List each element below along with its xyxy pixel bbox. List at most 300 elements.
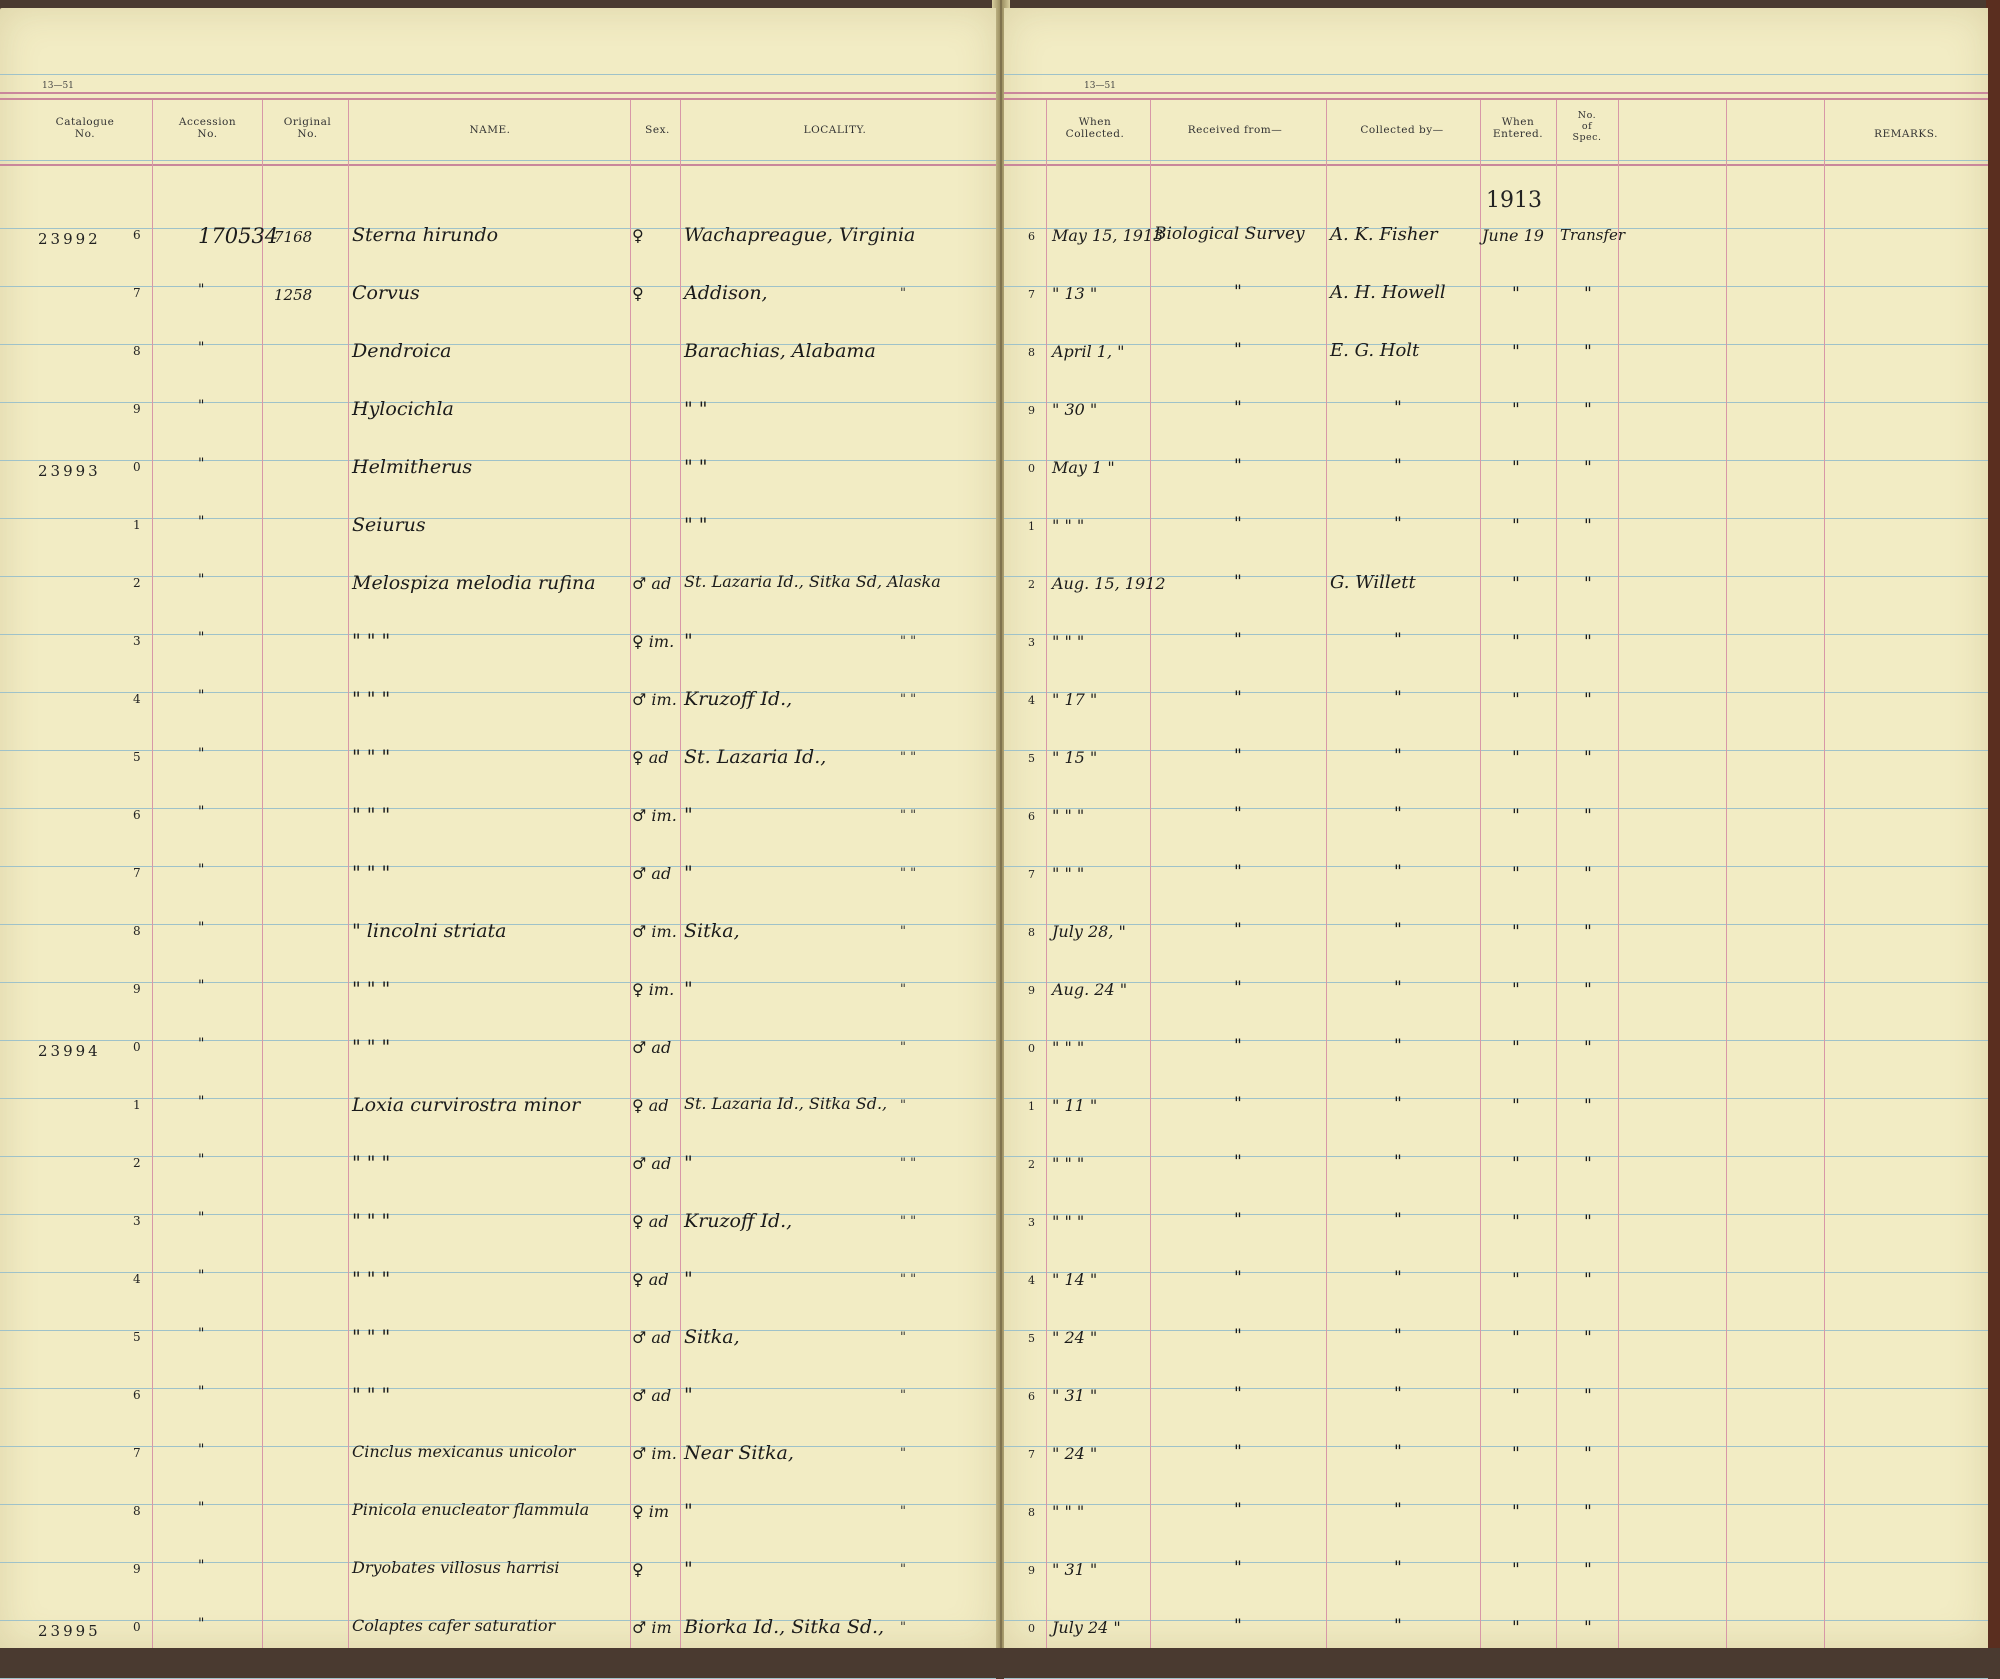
catalogue-number-digit: 9: [133, 982, 141, 996]
when-collected: " 30 ": [1052, 400, 1098, 419]
number-of-specimens: ": [1584, 400, 1592, 420]
when-entered: ": [1512, 342, 1520, 362]
locality-ditto: " ": [900, 692, 917, 707]
accession-number: ": [198, 1268, 205, 1284]
locality-entry: Addison,: [684, 282, 768, 304]
locality-ditto: ": [900, 286, 906, 301]
species-name: Sterna hirundo: [352, 224, 499, 246]
right-row-rule: [1004, 460, 1988, 461]
row-digit: 8: [1028, 346, 1035, 359]
left-row-rule: [0, 518, 996, 519]
received-from: ": [1234, 282, 1242, 302]
catalogue-number-prefix: 23995: [38, 1622, 101, 1640]
received-from: ": [1234, 804, 1242, 824]
locality-entry: Kruzoff Id.,: [684, 688, 793, 710]
when-entered: ": [1512, 400, 1520, 420]
when-collected: " " ": [1052, 1038, 1085, 1057]
collected-by: ": [1394, 1442, 1402, 1462]
number-of-specimens: ": [1584, 1096, 1592, 1116]
right-column-divider: [1326, 100, 1327, 1648]
collected-by: ": [1394, 920, 1402, 940]
row-digit: 2: [1028, 578, 1035, 591]
collected-by: E. G. Holt: [1330, 340, 1420, 361]
right-column-divider: [1046, 100, 1047, 1648]
species-name: " " ": [352, 1384, 391, 1406]
catalogue-number-digit: 8: [133, 1504, 141, 1518]
right-column-divider: [1480, 100, 1481, 1648]
row-digit: 6: [1028, 810, 1035, 823]
locality-ditto: " ": [900, 750, 917, 765]
sex-entry: ♂ ad: [632, 1328, 672, 1347]
catalogue-number-digit: 2: [133, 576, 141, 590]
collected-by: ": [1394, 630, 1402, 650]
row-digit: 0: [1028, 462, 1035, 475]
species-name: Hylocichla: [352, 398, 454, 420]
header-remarks: REMARKS.: [1874, 128, 1938, 140]
locality-ditto: ": [900, 982, 906, 997]
received-from: ": [1234, 1268, 1242, 1288]
right-row-rule: [1004, 1272, 1988, 1273]
number-of-specimens: ": [1584, 342, 1592, 362]
when-collected: Aug. 15, 1912: [1052, 574, 1166, 593]
locality-entry: St. Lazaria Id., Sitka Sd, Alaska: [684, 572, 941, 591]
catalogue-number-digit: 6: [133, 1388, 141, 1402]
sex-entry: ♀ ad: [632, 1270, 669, 1289]
species-name: Seiurus: [352, 514, 426, 536]
right-row-rule: [1004, 1446, 1988, 1447]
when-entered: ": [1512, 690, 1520, 710]
when-entered: ": [1512, 516, 1520, 536]
left-row-rule: [0, 1272, 996, 1273]
accession-number: ": [198, 978, 205, 994]
accession-number: ": [198, 1152, 205, 1168]
species-name: " " ": [352, 1152, 391, 1174]
locality-entry: Sitka,: [684, 1326, 740, 1348]
collected-by: ": [1394, 1094, 1402, 1114]
species-name: Melospiza melodia rufina: [352, 572, 596, 594]
received-from: ": [1234, 862, 1242, 882]
left-row-rule: [0, 1330, 996, 1331]
species-name: Dendroica: [352, 340, 452, 362]
when-collected: " 15 ": [1052, 748, 1098, 767]
left-row-rule: [0, 808, 996, 809]
when-entered: ": [1512, 458, 1520, 478]
sex-entry: ♂ im.: [632, 806, 677, 825]
accession-number: ": [198, 1210, 205, 1226]
right-row-rule: [1004, 286, 1988, 287]
collected-by: ": [1394, 456, 1402, 476]
number-of-specimens: ": [1584, 1502, 1592, 1522]
right-header-red-underline: [1004, 164, 1988, 166]
accession-number: ": [198, 1036, 205, 1052]
accession-number: ": [198, 282, 205, 298]
received-from: ": [1234, 1442, 1242, 1462]
catalogue-number-digit: 6: [133, 228, 141, 242]
number-of-specimens: ": [1584, 458, 1592, 478]
collected-by: ": [1394, 862, 1402, 882]
header-when-collected: When Collected.: [1065, 116, 1125, 140]
number-of-specimens: ": [1584, 1212, 1592, 1232]
catalogue-number-prefix: 23994: [38, 1042, 101, 1060]
species-name: " " ": [352, 1268, 391, 1290]
left-column-divider: [262, 100, 263, 1648]
right-row-rule: [1004, 344, 1988, 345]
locality-entry: Sitka,: [684, 920, 740, 942]
when-entered: ": [1512, 922, 1520, 942]
book-binding: [1986, 0, 2000, 1648]
when-entered: June 19: [1482, 226, 1544, 245]
catalogue-number-digit: 1: [133, 518, 141, 532]
catalogue-number-digit: 7: [133, 1446, 141, 1460]
collected-by: ": [1394, 398, 1402, 418]
when-collected: May 15, 1913: [1052, 226, 1164, 245]
sex-entry: ♀ ad: [632, 1096, 669, 1115]
locality-entry: " ": [684, 456, 708, 478]
when-collected: April 1, ": [1052, 342, 1125, 361]
header-catalogue-no: Catalogue No.: [55, 116, 115, 140]
when-entered: ": [1512, 864, 1520, 884]
sex-entry: ♂ im.: [632, 1444, 677, 1463]
locality-ditto: " ": [900, 1214, 917, 1229]
locality-ditto: ": [900, 924, 906, 939]
right-row-rule: [1004, 1620, 1988, 1621]
locality-entry: ": [684, 804, 693, 826]
sex-entry: ♂ ad: [632, 864, 672, 883]
when-collected: " 31 ": [1052, 1386, 1098, 1405]
locality-entry: ": [684, 1268, 693, 1290]
sex-entry: ♂ im.: [632, 922, 677, 941]
right-column-divider: [1618, 100, 1619, 1648]
locality-ditto: " ": [900, 634, 917, 649]
received-from: ": [1234, 746, 1242, 766]
collected-by: ": [1394, 1210, 1402, 1230]
received-from: ": [1234, 1558, 1242, 1578]
catalogue-number-digit: 0: [133, 1620, 141, 1634]
locality-entry: ": [684, 630, 693, 652]
when-collected: " 17 ": [1052, 690, 1098, 709]
species-name: Cinclus mexicanus unicolor: [352, 1442, 576, 1461]
accession-number: 170534: [198, 224, 279, 248]
received-from: ": [1234, 1036, 1242, 1056]
left-page-number: 13—51: [42, 81, 74, 91]
row-digit: 9: [1028, 404, 1035, 417]
left-row-rule: [0, 692, 996, 693]
locality-ditto: ": [900, 1388, 906, 1403]
catalogue-number-digit: 5: [133, 750, 141, 764]
header-original-no: Original No.: [283, 116, 332, 140]
species-name: " " ": [352, 978, 391, 1000]
received-from: ": [1234, 514, 1242, 534]
locality-entry: " ": [684, 398, 708, 420]
left-row-rule: [0, 1214, 996, 1215]
when-collected: May 1 ": [1052, 458, 1115, 477]
right-row-rule: [1004, 692, 1988, 693]
accession-number: ": [198, 514, 205, 530]
locality-entry: Wachapreague, Virginia: [684, 224, 916, 246]
collected-by: ": [1394, 1558, 1402, 1578]
right-row-rule: [1004, 1388, 1988, 1389]
when-collected: " 13 ": [1052, 284, 1098, 303]
received-from: ": [1234, 1152, 1242, 1172]
when-collected: " " ": [1052, 864, 1085, 883]
row-digit: 6: [1028, 1390, 1035, 1403]
species-name: " " ": [352, 630, 391, 652]
when-entered: ": [1512, 1328, 1520, 1348]
left-row-rule: [0, 460, 996, 461]
locality-entry: Biorka Id., Sitka Sd.,: [684, 1616, 885, 1638]
left-row-rule: [0, 402, 996, 403]
catalogue-number-digit: 7: [133, 866, 141, 880]
when-entered: ": [1512, 1270, 1520, 1290]
right-row-rule: [1004, 808, 1988, 809]
catalogue-number-digit: 8: [133, 344, 141, 358]
row-digit: 8: [1028, 926, 1035, 939]
right-row-rule: [1004, 1504, 1988, 1505]
accession-number: ": [198, 688, 205, 704]
header-name: NAME.: [469, 124, 511, 136]
number-of-specimens: ": [1584, 1154, 1592, 1174]
row-digit: 2: [1028, 1158, 1035, 1171]
row-digit: 0: [1028, 1622, 1035, 1635]
catalogue-number-digit: 0: [133, 460, 141, 474]
when-entered: ": [1512, 1502, 1520, 1522]
when-collected: " 14 ": [1052, 1270, 1098, 1289]
row-digit: 9: [1028, 1564, 1035, 1577]
number-of-specimens: ": [1584, 1270, 1592, 1290]
locality-ditto: ": [900, 1098, 906, 1113]
right-column-divider: [1726, 100, 1727, 1648]
sex-entry: ♂ ad: [632, 1154, 672, 1173]
accession-number: ": [198, 456, 205, 472]
when-entered: ": [1512, 1386, 1520, 1406]
locality-entry: ": [684, 1558, 693, 1580]
number-of-specimens: ": [1584, 864, 1592, 884]
locality-entry: ": [684, 978, 693, 1000]
locality-entry: Barachias, Alabama: [684, 340, 876, 362]
locality-entry: ": [684, 862, 693, 884]
species-name: " " ": [352, 746, 391, 768]
row-digit: 7: [1028, 868, 1035, 881]
left-column-divider: [680, 100, 681, 1648]
accession-number: ": [198, 746, 205, 762]
species-name: " " ": [352, 688, 391, 710]
left-header-red-rule-top: [0, 92, 996, 94]
header-locality: LOCALITY.: [803, 124, 867, 136]
sex-entry: ♀ ad: [632, 748, 669, 767]
right-top-rule: [1004, 74, 1988, 75]
collected-by: A. K. Fisher: [1330, 224, 1438, 245]
number-of-specimens: ": [1584, 1328, 1592, 1348]
received-from: ": [1234, 978, 1242, 998]
row-digit: 1: [1028, 520, 1035, 533]
number-of-specimens: ": [1584, 1038, 1592, 1058]
sex-entry: ♀ im: [632, 1502, 670, 1521]
left-column-divider: [152, 100, 153, 1648]
species-name: " " ": [352, 1036, 391, 1058]
when-entered: ": [1512, 1038, 1520, 1058]
accession-number: ": [198, 1442, 205, 1458]
locality-entry: ": [684, 1152, 693, 1174]
locality-ditto: ": [900, 1562, 906, 1577]
when-entered: ": [1512, 1444, 1520, 1464]
when-entered: ": [1512, 1096, 1520, 1116]
locality-entry: Kruzoff Id.,: [684, 1210, 793, 1232]
species-name: " lincolni striata: [352, 920, 507, 942]
left-ledger-page: [0, 8, 996, 1648]
when-collected: Aug. 24 ": [1052, 980, 1128, 999]
sex-entry: ♂ im: [632, 1618, 672, 1637]
species-name: Loxia curvirostra minor: [352, 1094, 581, 1116]
collected-by: ": [1394, 746, 1402, 766]
right-ledger-page: [1004, 8, 1988, 1648]
header-accession-no: Accession No.: [178, 116, 237, 140]
left-header-bottom-rule: [0, 160, 996, 161]
sex-entry: ♀: [632, 284, 644, 303]
number-of-specimens: ": [1584, 980, 1592, 1000]
species-name: Colaptes cafer saturatior: [352, 1616, 556, 1635]
right-row-rule: [1004, 750, 1988, 751]
left-header-red-rule-bottom: [0, 98, 996, 100]
right-row-rule: [1004, 1098, 1988, 1099]
collected-by: ": [1394, 1268, 1402, 1288]
collected-by: ": [1394, 1152, 1402, 1172]
when-collected: " " ": [1052, 1502, 1085, 1521]
locality-ditto: ": [900, 1330, 906, 1345]
right-row-rule: [1004, 924, 1988, 925]
left-row-rule: [0, 982, 996, 983]
received-from: ": [1234, 1326, 1242, 1346]
collected-by: ": [1394, 1326, 1402, 1346]
header-when-entered: When Entered.: [1492, 116, 1544, 140]
received-from: ": [1234, 1500, 1242, 1520]
right-row-rule: [1004, 1040, 1988, 1041]
collected-by: ": [1394, 1036, 1402, 1056]
row-digit: 1: [1028, 1100, 1035, 1113]
locality-ditto: ": [900, 1504, 906, 1519]
when-collected: " " ": [1052, 1154, 1085, 1173]
number-of-specimens: ": [1584, 1444, 1592, 1464]
sex-entry: ♀ im.: [632, 980, 675, 999]
accession-number: ": [198, 920, 205, 936]
catalogue-number-digit: 8: [133, 924, 141, 938]
left-row-rule: [0, 634, 996, 635]
left-top-rule: [0, 74, 996, 75]
locality-ditto: " ": [900, 1156, 917, 1171]
species-name: Pinicola enucleator flammula: [352, 1500, 590, 1519]
sex-entry: ♂ ad: [632, 1038, 672, 1057]
row-digit: 9: [1028, 984, 1035, 997]
collected-by: ": [1394, 514, 1402, 534]
row-digit: 0: [1028, 1042, 1035, 1055]
right-row-rule: [1004, 634, 1988, 635]
collected-by: ": [1394, 804, 1402, 824]
received-from: ": [1234, 572, 1242, 592]
species-name: Dryobates villosus harrisi: [352, 1558, 560, 1577]
locality-entry: ": [684, 1384, 693, 1406]
catalogue-number-digit: 9: [133, 402, 141, 416]
number-of-specimens: ": [1584, 1386, 1592, 1406]
sex-entry: ♀ ad: [632, 1212, 669, 1231]
row-digit: 4: [1028, 1274, 1035, 1287]
right-column-divider: [1556, 100, 1557, 1648]
locality-entry: ": [684, 1500, 693, 1522]
header-collected-by: Collected by—: [1360, 124, 1444, 136]
locality-entry: " ": [684, 514, 708, 536]
catalogue-number-digit: 2: [133, 1156, 141, 1170]
left-row-rule: [0, 1040, 996, 1041]
accession-number: ": [198, 1384, 205, 1400]
catalogue-number-prefix: 23992: [38, 230, 101, 248]
left-column-divider: [348, 100, 349, 1648]
catalogue-number-digit: 0: [133, 1040, 141, 1054]
locality-entry: St. Lazaria Id., Sitka Sd.,: [684, 1094, 888, 1113]
when-collected: " " ": [1052, 516, 1085, 535]
catalogue-number-digit: 3: [133, 1214, 141, 1228]
sex-entry: ♀: [632, 1560, 644, 1579]
when-entered: ": [1512, 806, 1520, 826]
number-of-specimens: ": [1584, 690, 1592, 710]
row-digit: 4: [1028, 694, 1035, 707]
accession-number: ": [198, 1326, 205, 1342]
year-entered: 1913: [1486, 188, 1542, 213]
right-header-red-rule-top: [1004, 92, 1988, 94]
collected-by: ": [1394, 1500, 1402, 1520]
sex-entry: ♀: [632, 226, 644, 245]
accession-number: ": [198, 630, 205, 646]
locality-ditto: " ": [900, 808, 917, 823]
catalogue-number-digit: 3: [133, 634, 141, 648]
when-entered: ": [1512, 1560, 1520, 1580]
right-row-rule: [1004, 1214, 1988, 1215]
when-collected: " 24 ": [1052, 1444, 1098, 1463]
row-digit: 6: [1028, 230, 1035, 243]
row-digit: 5: [1028, 752, 1035, 765]
locality-ditto: " ": [900, 1272, 917, 1287]
sex-entry: ♂ ad: [632, 574, 672, 593]
when-collected: July 24 ": [1052, 1618, 1121, 1637]
number-of-specimens: ": [1584, 748, 1592, 768]
row-digit: 8: [1028, 1506, 1035, 1519]
accession-number: ": [198, 340, 205, 356]
when-entered: ": [1512, 1618, 1520, 1638]
collected-by: ": [1394, 688, 1402, 708]
sex-entry: ♀ im.: [632, 632, 675, 651]
row-digit: 7: [1028, 1448, 1035, 1461]
locality-entry: Near Sitka,: [684, 1442, 794, 1464]
number-of-specimens: ": [1584, 284, 1592, 304]
right-row-rule: [1004, 1330, 1988, 1331]
number-of-specimens: ": [1584, 632, 1592, 652]
received-from: ": [1234, 1094, 1242, 1114]
header-sex: Sex.: [645, 124, 670, 136]
number-of-specimens: ": [1584, 1560, 1592, 1580]
when-collected: " 31 ": [1052, 1560, 1098, 1579]
left-row-rule: [0, 750, 996, 751]
left-row-rule: [0, 1388, 996, 1389]
accession-number: ": [198, 572, 205, 588]
locality-ditto: ": [900, 1446, 906, 1461]
locality-ditto: ": [900, 1040, 906, 1055]
received-from: ": [1234, 1616, 1242, 1636]
when-entered: ": [1512, 980, 1520, 1000]
locality-entry: St. Lazaria Id.,: [684, 746, 827, 768]
received-from: ": [1234, 1384, 1242, 1404]
catalogue-number-digit: 4: [133, 692, 141, 706]
locality-ditto: ": [900, 1620, 906, 1635]
species-name: " " ": [352, 1326, 391, 1348]
row-digit: 5: [1028, 1332, 1035, 1345]
sex-entry: ♂ ad: [632, 1386, 672, 1405]
